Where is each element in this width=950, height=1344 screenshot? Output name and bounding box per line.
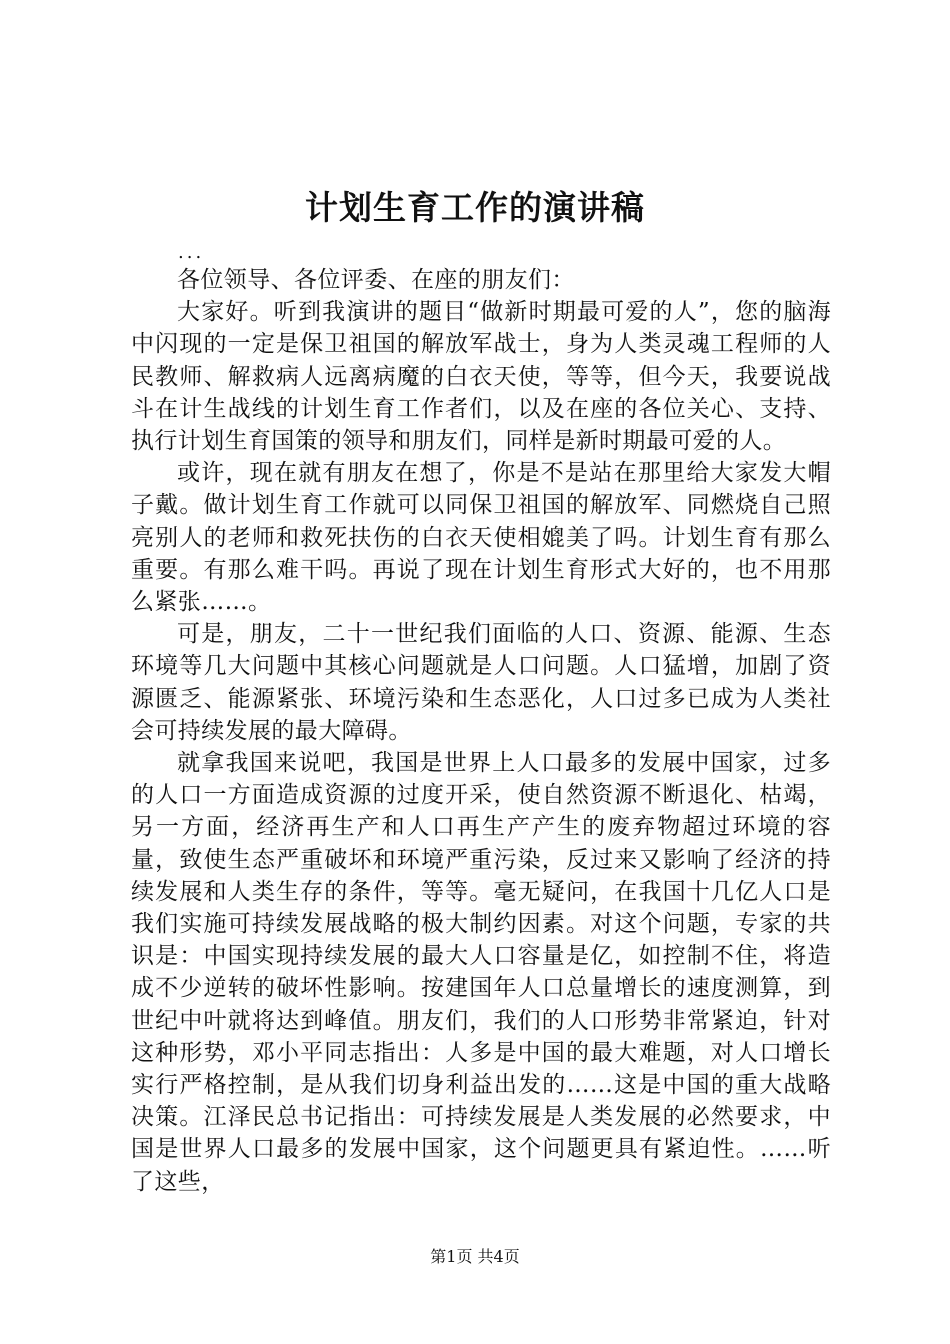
ellipsis-marker: ...: [178, 242, 205, 263]
paragraph-2: 或许，现在就有朋友在想了，你是不是站在那里给大家发大帽子戴。做计划生育工作就可以同保卫祖国的解放军、同燃烧自己照亮别人的老师和救死扶伤的白衣天使相媲美了吗。计划生育有那么重要。有那么难干吗。再说了现在计划生育形式大好的，也不用那么紧张……。: [131, 460, 831, 616]
page-footer: 第1页 共4页: [430, 1247, 520, 1266]
paragraph-4: 就拿我国来说吧，我国是世界上人口最多的发展中国家，过多的人口一方面造成资源的过度开采，使自然资源不断退化、枯竭，另一方面，经济再生产和人口再生产产生的废弃物超过环境的容量，致使生态严重破坏和环境严重污染，反过来又影响了经济的持续发展和人类生存的条件，等等。毫无疑问，在我国十几亿人口是我们实施可持续发展战略的极大制约因素。对这个问题，专家的共识是：中国实现持续发展的最大人口容量是亿，如控制不住，将造成不少逆转的破坏性影响。按建国年人口总量增长的速度测算，到世纪中叶就将达到峰值。朋友们，我们的人口形势非常紧迫，针对这种形势，邓小平同志指出：人多是中国的最大难题，对人口增长实行严格控制，是从我们切身利益出发的……这是中国的重大战略决策。江泽民总书记指出：可持续发展是人类发展的必然要求，中国是世界人口最多的发展中国家，这个问题更具有紧迫性。……听了这些，: [131, 750, 831, 1195]
paragraph-1: 大家好。听到我演讲的题目“做新时期最可爱的人”，您的脑海中闪现的一定是保卫祖国的解放军战士，身为人类灵魂工程师的人民教师、解救病人远离病魔的白衣天使，等等，但今天，我要说战斗在计生战线的计划生育工作者们，以及在座的各位关心、支持、执行计划生育国策的领导和朋友们，同样是新时期最可爱的人。: [131, 299, 831, 455]
paragraph-3: 可是，朋友，二十一世纪我们面临的人口、资源、能源、生态环境等几大问题中其核心问题就是人口问题。人口猛增，加剧了资源匮乏、能源紧张、环境污染和生态恶化，人口过多已成为人类社会可持续发展的最大障碍。: [131, 621, 831, 744]
paragraph-salutation: 各位领导、各位评委、在座的朋友们：: [177, 267, 575, 293]
document-body: [131, 264, 831, 1198]
document-title: 计划生育工作的演讲稿: [305, 188, 645, 227]
